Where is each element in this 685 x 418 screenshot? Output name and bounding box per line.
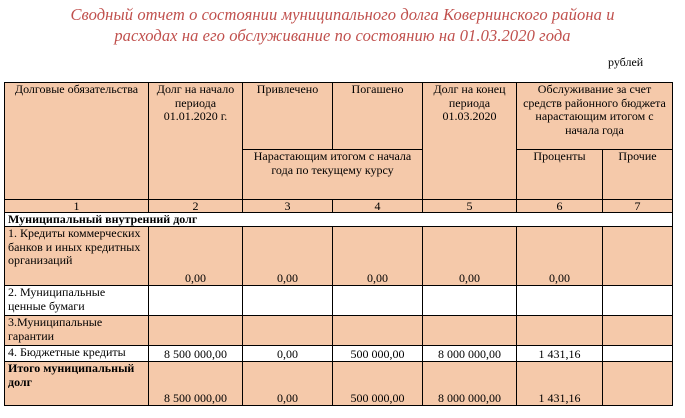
cell-repaid: 500 000,00 [333, 346, 423, 362]
row-label: 1. Кредиты коммерческих банков и иных кредитных организаций [5, 227, 149, 286]
header-interest: Проценты [517, 150, 603, 200]
row-label: Итого муниципальный долг [5, 362, 149, 406]
cell-interest: 0,00 [517, 227, 603, 286]
table-row-total [5, 362, 673, 406]
header-repaid: Погашено [333, 83, 423, 150]
header-attracted: Привлечено [243, 83, 333, 150]
title-line-2: расходах на его обслуживание по состоянию на 01.03.2020 года [114, 26, 571, 45]
col-number: 2 [149, 200, 243, 213]
cell-debt-end [423, 286, 517, 316]
header-obligations: Долговые обязательства [5, 83, 149, 200]
cell-debt-start: 8 500 000,00 [149, 362, 243, 406]
cell-attracted: 0,00 [243, 227, 333, 286]
header-debt-start: Долг на начало периода 01.01.2020 г. [149, 83, 243, 200]
cell-other [603, 316, 673, 346]
col-number: 6 [517, 200, 603, 213]
table-row [5, 346, 673, 362]
cell-debt-start: 0,00 [149, 227, 243, 286]
header-cumulative: Нарастающим итогом с начала года по текущему курсу [243, 150, 423, 200]
cell-other [603, 346, 673, 362]
col-number: 7 [603, 200, 673, 213]
table-row [5, 227, 673, 286]
cell-interest: 1 431,16 [517, 346, 603, 362]
section-title: Муниципальный внутренний долг [5, 213, 673, 227]
cell-attracted: 0,00 [243, 362, 333, 406]
cell-debt-end [423, 316, 517, 346]
cell-attracted [243, 286, 333, 316]
header-other: Прочие [603, 150, 673, 200]
report-title [0, 4, 685, 46]
cell-repaid: 500 000,00 [333, 362, 423, 406]
cell-interest: 1 431,16 [517, 362, 603, 406]
cell-repaid [333, 316, 423, 346]
cell-interest [517, 286, 603, 316]
cell-debt-end: 0,00 [423, 227, 517, 286]
cell-debt-start [149, 286, 243, 316]
row-label: 4. Бюджетные кредиты [5, 346, 149, 362]
title-line-1: Сводный отчет о состоянии муниципального долга Ковернинского района и [70, 5, 615, 24]
table-row [5, 316, 673, 346]
cell-interest [517, 316, 603, 346]
cell-other [603, 227, 673, 286]
cell-attracted [243, 316, 333, 346]
cell-other [603, 286, 673, 316]
cell-other [603, 362, 673, 406]
cell-debt-end: 8 000 000,00 [423, 346, 517, 362]
cell-repaid: 0,00 [333, 227, 423, 286]
row-label: 3.Муниципальные гарантии [5, 316, 149, 346]
col-number: 1 [5, 200, 149, 213]
table-row [5, 286, 673, 316]
row-label: 2. Муниципальные ценные бумаги [5, 286, 149, 316]
col-number: 4 [333, 200, 423, 213]
cell-debt-start: 8 500 000,00 [149, 346, 243, 362]
cell-attracted: 0,00 [243, 346, 333, 362]
cell-repaid [333, 286, 423, 316]
header-servicing: Обслуживание за счет средств районного бюджета нарастающим итогом с начала года [517, 83, 673, 150]
col-number: 3 [243, 200, 333, 213]
header-debt-end: Долг на конец периода 01.03.2020 [423, 83, 517, 200]
units-label: рублей [608, 55, 644, 69]
debt-table [4, 82, 673, 406]
col-number: 5 [423, 200, 517, 213]
cell-debt-start [149, 316, 243, 346]
cell-debt-end: 8 000 000,00 [423, 362, 517, 406]
